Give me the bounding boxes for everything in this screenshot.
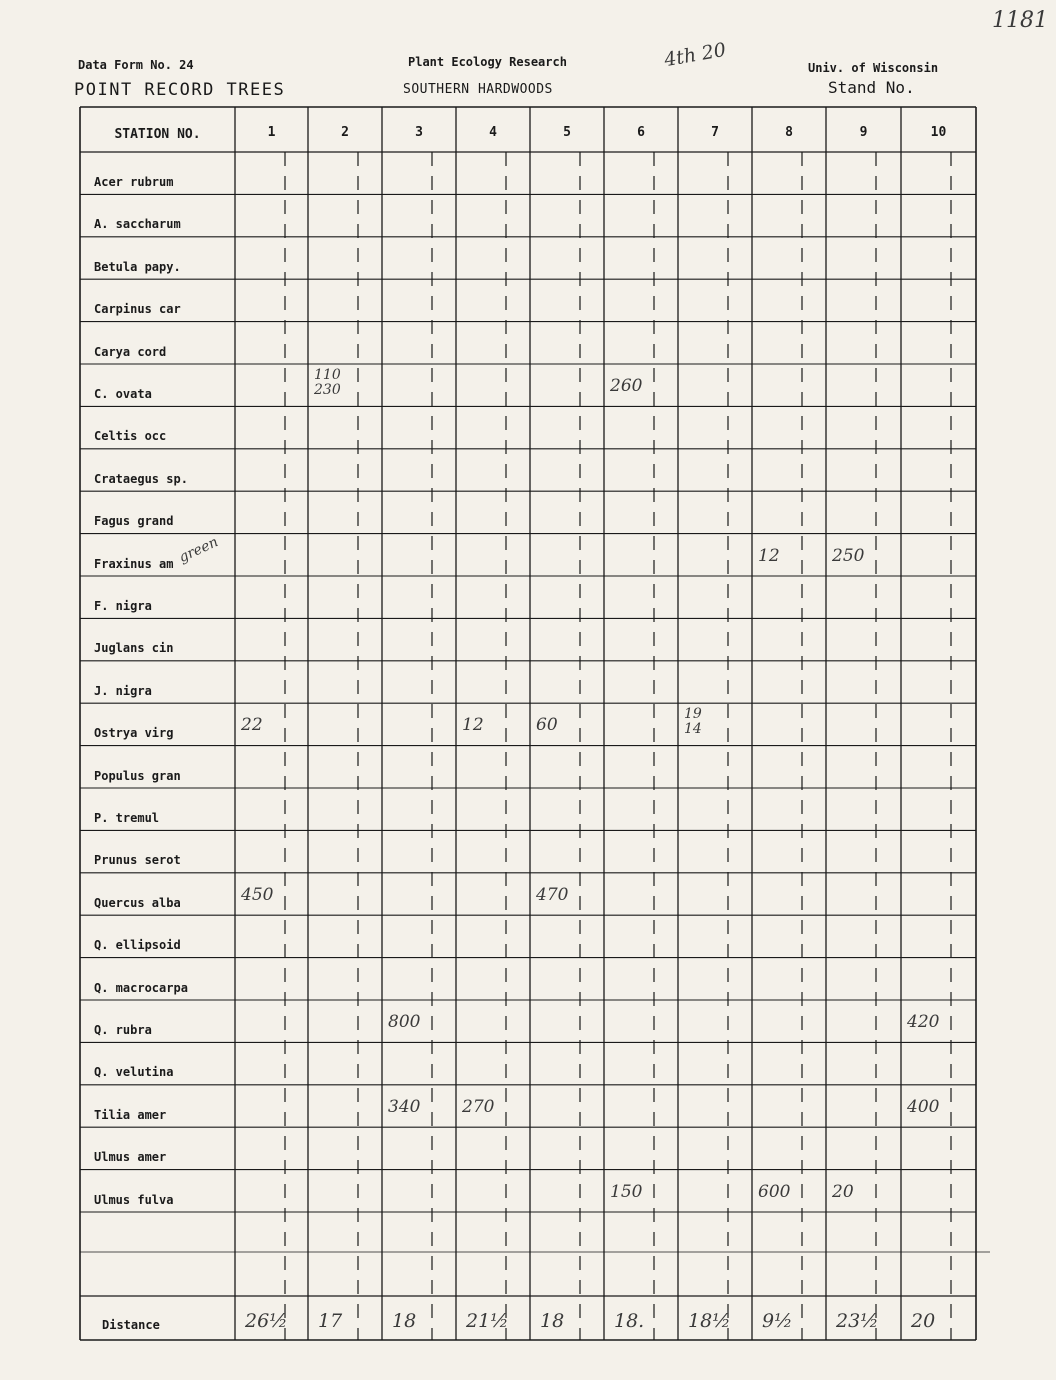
university: Univ. of Wisconsin xyxy=(808,61,939,75)
distance-value: 23½ xyxy=(836,1310,879,1332)
species-label: Prunus serot xyxy=(94,853,181,868)
tree-entry: 22 xyxy=(241,715,263,736)
tree-entry: 340 xyxy=(388,1096,421,1117)
form-subtitle: SOUTHERN HARDWOODS xyxy=(403,82,553,97)
station-header: 6 xyxy=(637,125,645,140)
tree-entry: 400 xyxy=(907,1096,940,1117)
distance-value: 18½ xyxy=(688,1310,731,1332)
handwritten-note: 4th 20 xyxy=(662,38,728,72)
tree-entry: 60 xyxy=(536,715,558,736)
species-label: Q. velutina xyxy=(94,1065,174,1080)
distance-value: 21½ xyxy=(466,1310,509,1332)
tree-entry: 420 xyxy=(907,1012,940,1032)
station-header: 10 xyxy=(930,125,947,140)
species-label: Acer rubrum xyxy=(94,175,174,189)
species-label: Carpinus car xyxy=(94,302,181,317)
species-label: Juglans cin xyxy=(94,641,174,656)
distance-value: 18 xyxy=(540,1310,565,1332)
tree-entry: 800 xyxy=(388,1012,421,1032)
species-label: Fagus grand xyxy=(94,514,174,529)
station-header: 2 xyxy=(341,125,349,140)
distance-value: 18 xyxy=(392,1310,417,1332)
station-header: 4 xyxy=(489,125,497,140)
distance-value: 18. xyxy=(614,1310,645,1332)
tree-entry: 14 xyxy=(684,721,702,738)
station-header: 7 xyxy=(711,125,719,140)
tree-entry: 12 xyxy=(462,715,484,736)
species-label: C. ovata xyxy=(94,387,152,401)
species-label: Carya cord xyxy=(94,344,167,359)
species-label: Q. ellipsoid xyxy=(94,938,181,953)
tree-entry: 110 xyxy=(314,367,341,383)
distance-value: 17 xyxy=(318,1310,343,1332)
species-label: Ostrya virg xyxy=(94,726,174,741)
tree-entry: 470 xyxy=(536,884,569,905)
tree-entry: 250 xyxy=(832,545,865,566)
station-header: 3 xyxy=(415,125,423,140)
tree-entry: 19 xyxy=(684,706,702,723)
species-label: P. tremul xyxy=(94,811,160,825)
species-label: F. nigra xyxy=(94,599,152,613)
tree-entry: 260 xyxy=(610,376,643,396)
page-number: 1181 xyxy=(992,8,1048,33)
species-label: J. nigra xyxy=(94,683,152,698)
form-number: Data Form No. 24 xyxy=(78,58,194,72)
stand-number-label: Stand No. xyxy=(828,78,915,97)
station-header: 9 xyxy=(859,125,868,140)
species-label: Betula papy. xyxy=(94,259,181,274)
species-label: Celtis occ xyxy=(94,429,167,444)
species-label: Tilia amer xyxy=(94,1107,167,1122)
species-label: A. saccharum xyxy=(94,217,181,232)
distance-value: 9½ xyxy=(762,1310,793,1332)
fraxinus-note: green xyxy=(176,533,221,566)
species-label: Populus gran xyxy=(94,768,181,783)
organization: Plant Ecology Research xyxy=(408,55,567,69)
species-label: Fraxinus am xyxy=(94,556,174,571)
tree-entry: 150 xyxy=(610,1181,643,1202)
species-label: Q. macrocarpa xyxy=(94,980,188,995)
species-label: Crataegus sp. xyxy=(94,471,188,486)
tree-entry: 20 xyxy=(832,1181,854,1202)
station-header: 1 xyxy=(267,125,276,140)
tree-entry: 270 xyxy=(462,1096,495,1117)
species-label: Quercus alba xyxy=(94,895,181,910)
tree-entry: 12 xyxy=(758,545,780,566)
tree-entry: 450 xyxy=(241,884,274,905)
distance-label: Distance xyxy=(102,1318,160,1332)
form-title: POINT RECORD TREES xyxy=(74,80,286,100)
distance-value: 20 xyxy=(911,1310,936,1332)
station-header: 5 xyxy=(563,125,571,140)
station-header: 8 xyxy=(785,125,793,140)
tree-entry: 600 xyxy=(758,1181,791,1202)
station-number-header: STATION NO. xyxy=(114,127,201,142)
tree-entry: 230 xyxy=(314,382,341,398)
species-label: Ulmus amer xyxy=(94,1150,167,1165)
species-label: Ulmus fulva xyxy=(94,1192,174,1207)
species-label: Q. rubra xyxy=(94,1023,152,1037)
distance-value: 26½ xyxy=(245,1310,288,1332)
